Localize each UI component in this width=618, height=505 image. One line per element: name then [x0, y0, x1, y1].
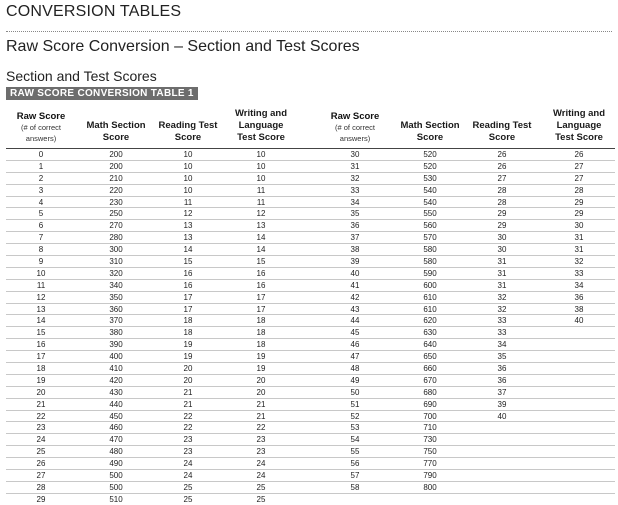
- math-score-cell: 220: [109, 185, 123, 195]
- math-score-cell: 560: [423, 221, 437, 231]
- raw-score-cell: 16: [36, 340, 46, 350]
- reading-score-cell: 24: [183, 471, 193, 481]
- reading-score-cell: 30: [497, 245, 507, 255]
- table-row: [6, 304, 311, 316]
- table-row: [6, 387, 311, 399]
- math-score-cell: 490: [109, 459, 123, 469]
- math-score-cell: 200: [109, 161, 123, 171]
- raw-score-cell: 18: [36, 364, 46, 374]
- math-score-cell: 580: [423, 245, 437, 255]
- reading-score-cell: 24: [183, 459, 193, 469]
- reading-score-cell: 37: [497, 387, 507, 397]
- reading-score-cell: 39: [497, 399, 507, 409]
- math-score-cell: 570: [423, 233, 437, 243]
- math-score-cell: 610: [423, 292, 437, 302]
- reading-score-cell: 21: [183, 399, 193, 409]
- raw-score-cell: 20: [36, 387, 46, 397]
- header-raw-score: Raw Score (# of correct answers): [320, 111, 390, 144]
- raw-score-cell: 43: [350, 304, 360, 314]
- reading-score-cell: 13: [183, 221, 193, 231]
- raw-score-cell: 34: [350, 197, 360, 207]
- writing-score-cell: 10: [256, 173, 266, 183]
- reading-score-cell: 20: [183, 375, 193, 385]
- header-writing: Writing and Language Test Score: [234, 108, 288, 143]
- raw-score-cell: 22: [36, 411, 46, 421]
- reading-score-cell: 20: [183, 364, 193, 374]
- math-score-cell: 510: [109, 494, 123, 504]
- writing-score-cell: 17: [256, 292, 266, 302]
- table-row: [310, 411, 615, 423]
- raw-score-cell: 46: [350, 340, 360, 350]
- reading-score-cell: 13: [183, 233, 193, 243]
- math-score-cell: 210: [109, 173, 123, 183]
- math-score-cell: 400: [109, 352, 123, 362]
- table-row: [310, 220, 615, 232]
- writing-score-cell: 24: [256, 459, 266, 469]
- writing-score-cell: 31: [574, 245, 584, 255]
- reading-score-cell: 15: [183, 257, 193, 267]
- table-row: [6, 208, 311, 220]
- math-score-cell: 730: [423, 435, 437, 445]
- table-row: [6, 327, 311, 339]
- reading-score-cell: 40: [497, 411, 507, 421]
- table-row: [310, 339, 615, 351]
- math-score-cell: 520: [423, 150, 437, 159]
- table-row: [6, 363, 311, 375]
- conversion-table-right: [310, 104, 615, 494]
- math-score-cell: 380: [109, 328, 123, 338]
- raw-score-cell: 37: [350, 233, 360, 243]
- table-row: [6, 351, 311, 363]
- header-reading: Reading Test Score: [472, 120, 532, 143]
- math-score-cell: 690: [423, 399, 437, 409]
- writing-score-cell: 23: [256, 447, 266, 457]
- table-row: [6, 422, 311, 434]
- math-score-cell: 520: [423, 161, 437, 171]
- raw-score-cell: 12: [36, 292, 46, 302]
- writing-score-cell: 10: [256, 150, 266, 159]
- table-row: [6, 280, 311, 292]
- table-row: [6, 470, 311, 482]
- table-row: [310, 304, 615, 316]
- reading-score-cell: 10: [183, 173, 193, 183]
- raw-score-cell: 17: [36, 352, 46, 362]
- reading-score-cell: 36: [497, 375, 507, 385]
- writing-score-cell: 22: [256, 423, 266, 433]
- header-raw-note: (# of correct answers): [334, 123, 375, 143]
- reading-score-cell: 18: [183, 316, 193, 326]
- table-row: [310, 387, 615, 399]
- table-row: [6, 173, 311, 185]
- table-row: [6, 482, 311, 494]
- raw-score-cell: 44: [350, 316, 360, 326]
- raw-score-cell: 42: [350, 292, 360, 302]
- math-score-cell: 500: [109, 482, 123, 492]
- reading-score-cell: 12: [183, 209, 193, 219]
- writing-score-cell: 36: [574, 292, 584, 302]
- math-score-cell: 650: [423, 352, 437, 362]
- table-row: [310, 185, 615, 197]
- table-row: [310, 315, 615, 327]
- writing-score-cell: 10: [256, 161, 266, 171]
- writing-score-cell: 11: [256, 197, 266, 207]
- writing-score-cell: 29: [574, 197, 584, 207]
- math-score-cell: 320: [109, 268, 123, 278]
- raw-score-cell: 49: [350, 375, 360, 385]
- table-header: [310, 104, 615, 144]
- reading-score-cell: 29: [497, 221, 507, 231]
- raw-score-cell: 14: [36, 316, 46, 326]
- writing-score-cell: 21: [256, 411, 266, 421]
- math-score-cell: 480: [109, 447, 123, 457]
- table-row: [6, 268, 311, 280]
- math-score-cell: 300: [109, 245, 123, 255]
- raw-score-cell: 30: [350, 150, 360, 159]
- math-score-cell: 670: [423, 375, 437, 385]
- math-score-cell: 310: [109, 257, 123, 267]
- table-row: [310, 149, 615, 161]
- reading-score-cell: 29: [497, 209, 507, 219]
- table-body: [6, 148, 311, 505]
- reading-score-cell: 14: [183, 245, 193, 255]
- writing-score-cell: 12: [256, 209, 266, 219]
- table-row: [310, 399, 615, 411]
- reading-score-cell: 34: [497, 340, 507, 350]
- math-score-cell: 800: [423, 482, 437, 492]
- table-row: [6, 434, 311, 446]
- writing-score-cell: 29: [574, 209, 584, 219]
- raw-score-cell: 21: [36, 399, 46, 409]
- math-score-cell: 770: [423, 459, 437, 469]
- math-score-cell: 600: [423, 280, 437, 290]
- math-score-cell: 620: [423, 316, 437, 326]
- raw-score-cell: 51: [350, 399, 360, 409]
- subtitle: Raw Score Conversion – Section and Test Scores: [6, 38, 360, 55]
- reading-score-cell: 16: [183, 268, 193, 278]
- math-score-cell: 790: [423, 471, 437, 481]
- table-row: [310, 244, 615, 256]
- reading-score-cell: 23: [183, 447, 193, 457]
- writing-score-cell: 26: [574, 150, 584, 159]
- raw-score-cell: 31: [350, 161, 360, 171]
- reading-score-cell: 25: [183, 494, 193, 504]
- math-score-cell: 270: [109, 221, 123, 231]
- raw-score-cell: 38: [350, 245, 360, 255]
- table-row: [6, 244, 311, 256]
- raw-score-cell: 15: [36, 328, 46, 338]
- writing-score-cell: 40: [574, 316, 584, 326]
- raw-score-cell: 23: [36, 423, 46, 433]
- writing-score-cell: 11: [256, 185, 266, 195]
- raw-score-cell: 5: [38, 209, 44, 219]
- table-label-badge: RAW SCORE CONVERSION TABLE 1: [6, 87, 198, 100]
- writing-score-cell: 33: [574, 268, 584, 278]
- raw-score-cell: 56: [350, 459, 360, 469]
- math-score-cell: 450: [109, 411, 123, 421]
- table-row: [310, 470, 615, 482]
- table-row: [6, 446, 311, 458]
- raw-score-cell: 19: [36, 375, 46, 385]
- writing-score-cell: 14: [256, 245, 266, 255]
- raw-score-cell: 45: [350, 328, 360, 338]
- writing-score-cell: 19: [256, 352, 266, 362]
- raw-score-cell: 3: [38, 185, 44, 195]
- reading-score-cell: 28: [497, 185, 507, 195]
- table-row: [310, 422, 615, 434]
- reading-score-cell: 26: [497, 150, 507, 159]
- table-row: [6, 375, 311, 387]
- table-row: [310, 458, 615, 470]
- writing-score-cell: 38: [574, 304, 584, 314]
- raw-score-cell: 53: [350, 423, 360, 433]
- raw-score-cell: 10: [36, 268, 46, 278]
- writing-score-cell: 20: [256, 375, 266, 385]
- table-row: [310, 197, 615, 209]
- writing-score-cell: 28: [574, 185, 584, 195]
- table-row: [310, 232, 615, 244]
- table-row: [6, 458, 311, 470]
- table-row: [310, 173, 615, 185]
- reading-score-cell: 31: [497, 268, 507, 278]
- math-score-cell: 710: [423, 423, 437, 433]
- math-score-cell: 500: [109, 471, 123, 481]
- writing-score-cell: 25: [256, 494, 266, 504]
- dotted-divider: [6, 31, 612, 32]
- raw-score-cell: 32: [350, 173, 360, 183]
- table-row: [310, 327, 615, 339]
- raw-score-cell: 35: [350, 209, 360, 219]
- raw-score-cell: 54: [350, 435, 360, 445]
- table-row: [6, 292, 311, 304]
- reading-score-cell: 19: [183, 352, 193, 362]
- table-row: [310, 268, 615, 280]
- raw-score-cell: 36: [350, 221, 360, 231]
- reading-score-cell: 18: [183, 328, 193, 338]
- table-row: [310, 351, 615, 363]
- raw-score-cell: 0: [38, 150, 44, 159]
- math-score-cell: 540: [423, 185, 437, 195]
- writing-score-cell: 14: [256, 233, 266, 243]
- table-row: [310, 434, 615, 446]
- math-score-cell: 390: [109, 340, 123, 350]
- reading-score-cell: 19: [183, 340, 193, 350]
- table-row: [6, 161, 311, 173]
- reading-score-cell: 30: [497, 233, 507, 243]
- reading-score-cell: 33: [497, 328, 507, 338]
- table-row: [6, 197, 311, 209]
- header-reading: Reading Test Score: [158, 120, 218, 143]
- table-row: [310, 161, 615, 173]
- math-score-cell: 350: [109, 292, 123, 302]
- reading-score-cell: 33: [497, 316, 507, 326]
- page-title: CONVERSION TABLES: [6, 3, 182, 20]
- writing-score-cell: 24: [256, 471, 266, 481]
- reading-score-cell: 32: [497, 292, 507, 302]
- math-score-cell: 460: [109, 423, 123, 433]
- reading-score-cell: 17: [183, 292, 193, 302]
- reading-score-cell: 25: [183, 482, 193, 492]
- table-row: [6, 220, 311, 232]
- header-math: Math Section Score: [86, 120, 146, 143]
- writing-score-cell: 18: [256, 340, 266, 350]
- table-row: [310, 292, 615, 304]
- math-score-cell: 200: [109, 150, 123, 159]
- math-score-cell: 530: [423, 173, 437, 183]
- writing-score-cell: 31: [574, 233, 584, 243]
- raw-score-cell: 40: [350, 268, 360, 278]
- table-row: [6, 315, 311, 327]
- math-score-cell: 360: [109, 304, 123, 314]
- table-row: [310, 280, 615, 292]
- table-row: [6, 399, 311, 411]
- raw-score-cell: 55: [350, 447, 360, 457]
- math-score-cell: 700: [423, 411, 437, 421]
- raw-score-cell: 6: [38, 221, 44, 231]
- raw-score-cell: 25: [36, 447, 46, 457]
- raw-score-cell: 29: [36, 494, 46, 504]
- math-score-cell: 440: [109, 399, 123, 409]
- raw-score-cell: 28: [36, 482, 46, 492]
- table-row: [6, 232, 311, 244]
- math-score-cell: 610: [423, 304, 437, 314]
- reading-score-cell: 10: [183, 150, 193, 159]
- raw-score-cell: 9: [38, 257, 44, 267]
- conversion-table-left: [6, 104, 311, 505]
- math-score-cell: 410: [109, 364, 123, 374]
- math-score-cell: 420: [109, 375, 123, 385]
- raw-score-cell: 47: [350, 352, 360, 362]
- raw-score-cell: 33: [350, 185, 360, 195]
- reading-score-cell: 27: [497, 173, 507, 183]
- math-score-cell: 280: [109, 233, 123, 243]
- writing-score-cell: 13: [256, 221, 266, 231]
- reading-score-cell: 11: [183, 197, 193, 207]
- reading-score-cell: 28: [497, 197, 507, 207]
- raw-score-cell: 27: [36, 471, 46, 481]
- math-score-cell: 540: [423, 197, 437, 207]
- math-score-cell: 370: [109, 316, 123, 326]
- table-row: [310, 482, 615, 494]
- writing-score-cell: 15: [256, 257, 266, 267]
- table-row: [310, 363, 615, 375]
- raw-score-cell: 11: [36, 280, 46, 290]
- table-row: [310, 208, 615, 220]
- raw-score-cell: 52: [350, 411, 360, 421]
- writing-score-cell: 20: [256, 387, 266, 397]
- writing-score-cell: 34: [574, 280, 584, 290]
- math-score-cell: 580: [423, 257, 437, 267]
- reading-score-cell: 31: [497, 257, 507, 267]
- math-score-cell: 340: [109, 280, 123, 290]
- reading-score-cell: 23: [183, 435, 193, 445]
- table-row: [6, 339, 311, 351]
- reading-score-cell: 10: [183, 185, 193, 195]
- table-row: [310, 446, 615, 458]
- reading-score-cell: 16: [183, 280, 193, 290]
- writing-score-cell: 18: [256, 316, 266, 326]
- math-score-cell: 470: [109, 435, 123, 445]
- raw-score-cell: 26: [36, 459, 46, 469]
- reading-score-cell: 10: [183, 161, 193, 171]
- writing-score-cell: 19: [256, 364, 266, 374]
- raw-score-cell: 39: [350, 257, 360, 267]
- reading-score-cell: 26: [497, 161, 507, 171]
- writing-score-cell: 18: [256, 328, 266, 338]
- reading-score-cell: 31: [497, 280, 507, 290]
- writing-score-cell: 23: [256, 435, 266, 445]
- math-score-cell: 630: [423, 328, 437, 338]
- reading-score-cell: 22: [183, 423, 193, 433]
- table-row: [6, 185, 311, 197]
- reading-score-cell: 22: [183, 411, 193, 421]
- reading-score-cell: 21: [183, 387, 193, 397]
- reading-score-cell: 17: [183, 304, 193, 314]
- writing-score-cell: 27: [574, 173, 584, 183]
- writing-score-cell: 17: [256, 304, 266, 314]
- math-score-cell: 250: [109, 209, 123, 219]
- reading-score-cell: 32: [497, 304, 507, 314]
- table-row: [6, 149, 311, 161]
- writing-score-cell: 32: [574, 257, 584, 267]
- section-heading: Section and Test Scores: [6, 68, 157, 84]
- writing-score-cell: 16: [256, 280, 266, 290]
- table-row: [6, 256, 311, 268]
- writing-score-cell: 16: [256, 268, 266, 278]
- writing-score-cell: 25: [256, 482, 266, 492]
- raw-score-cell: 7: [38, 233, 44, 243]
- table-row: [310, 256, 615, 268]
- raw-score-cell: 58: [350, 482, 360, 492]
- table-body: [310, 148, 615, 494]
- math-score-cell: 430: [109, 387, 123, 397]
- header-raw-note: (# of correct answers): [20, 123, 61, 143]
- raw-score-cell: 57: [350, 471, 360, 481]
- header-writing: Writing and Language Test Score: [552, 108, 606, 143]
- raw-score-cell: 48: [350, 364, 360, 374]
- math-score-cell: 640: [423, 340, 437, 350]
- header-raw-score: Raw Score (# of correct answers): [6, 111, 76, 144]
- writing-score-cell: 21: [256, 399, 266, 409]
- math-score-cell: 680: [423, 387, 437, 397]
- raw-score-cell: 13: [36, 304, 46, 314]
- reading-score-cell: 36: [497, 364, 507, 374]
- header-math: Math Section Score: [400, 120, 460, 143]
- writing-score-cell: 30: [574, 221, 584, 231]
- math-score-cell: 550: [423, 209, 437, 219]
- table-header: [6, 104, 311, 144]
- table-row: [6, 494, 311, 505]
- raw-score-cell: 8: [38, 245, 44, 255]
- raw-score-cell: 41: [350, 280, 360, 290]
- raw-score-cell: 50: [350, 387, 360, 397]
- table-row: [6, 411, 311, 423]
- math-score-cell: 750: [423, 447, 437, 457]
- raw-score-cell: 2: [38, 173, 44, 183]
- raw-score-cell: 1: [38, 161, 44, 171]
- table-row: [310, 375, 615, 387]
- raw-score-cell: 24: [36, 435, 46, 445]
- writing-score-cell: 27: [574, 161, 584, 171]
- raw-score-cell: 4: [38, 197, 44, 207]
- math-score-cell: 590: [423, 268, 437, 278]
- math-score-cell: 230: [109, 197, 123, 207]
- math-score-cell: 660: [423, 364, 437, 374]
- reading-score-cell: 35: [497, 352, 507, 362]
